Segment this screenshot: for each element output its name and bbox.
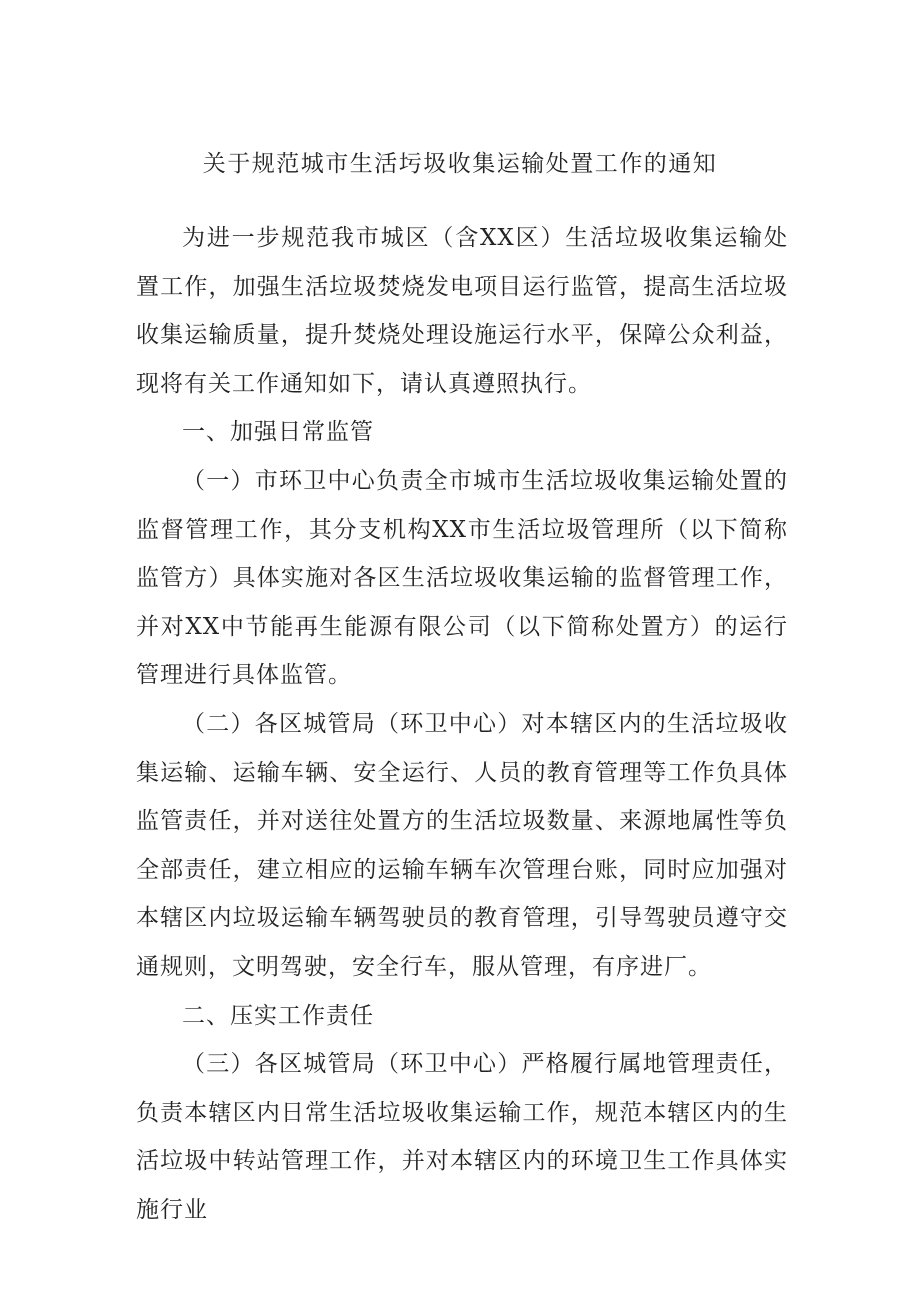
item-paragraph-2: （二）各区城管局（环卫中心）对本辖区内的生活垃圾收集运输、运输车辆、安全运行、人员的教育管理等工作负具体监管责任，并对送往处置方的生活垃圾数量、来源地属性等负全部责任，建立相应的运输车辆车次管理台账，同时应加强对本辖区内垃圾运输车辆驾驶员的教育管理，引导驾驶员遵守交通规则，文明驾驶，安全行车，服从管理，有序进厂。 (136, 710, 788, 980)
section-heading-2: 二、压实工作责任 (182, 1002, 374, 1029)
item-paragraph-3: （三）各区城管局（环卫中心）严格履行属地管理责任，负责本辖区内日常生活垃圾收集运输工作，规范本辖区内的生活垃圾中转站管理工作，并对本辖区内的环境卫生工作具体实施行业 (136, 1051, 788, 1223)
section-heading-1: 一、加强日常监管 (182, 419, 374, 446)
intro-paragraph: 为进一步规范我市城区（含XX区）生活垃圾收集运输处置工作，加强生活垃圾焚烧发电项目运行监管，提高生活垃圾收集运输质量，提升焚烧处理设施运行水平，保障公众利益，现将有关工作通知如下，请认真遵照执行。 (136, 225, 788, 397)
document-title: 关于规范城市生活圬圾收集运输处置工作的通知 (202, 151, 718, 177)
document-body (136, 214, 788, 1234)
item-paragraph-1: （一）市环卫中心负责全市城市生活垃圾收集运输处置的监督管理工作，其分支机构XX市生活垃圾管理所（以下简称监管方）具体实施对各区生活垃圾收集运输的监督管理工作，并对XX中节能再生能源有限公司（以下简称处置方）的运行管理进行具体监管。 (136, 467, 788, 689)
